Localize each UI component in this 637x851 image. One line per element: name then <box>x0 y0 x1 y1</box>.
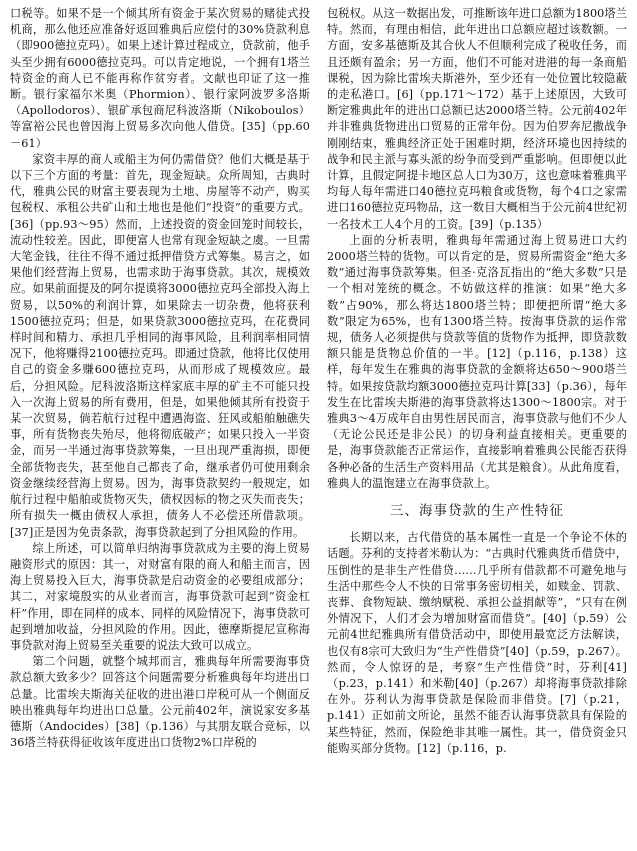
left-paragraph-2: 家资丰厚的商人或船主为何仍需借贷？他们大概是基于以下三个方面的考量：首先，现金短缺。众所周知，古典时代，雅典公民的财富主要表现为土地、房屋等不动产，购买包税权、承租公共矿山和土地也是他们“投资”的重要方式。[36]（pp.93～95）然而，上述投资的资金回笼时间较长，流动性较差。因此，即便富人也常有现金短缺之虞。一旦需大笔金钱，往往不得不通过抵押借贷方式筹集。易言之，如果他们经营海上贸易，也需求助于海事贷款。其次，规模效应。如果前面提及的阿尔提谟将3000德拉克玛全部投入海上贸易，以50%的利润计算，如果除去一切杂费，他将获利1500德拉克玛；但是，如果贷款3000德拉克玛，在花费同样时间和精力、承担几乎相同的海事风险，且利润率相同情况下，他将赚得2100德拉克玛。即通过贷款，他将比仅使用自己的资金多赚600德拉克玛，从而形成了规模效应。最后，分担风险。尼科波洛斯这样家底丰厚的矿主不可能只投入一次海上贸易的所有费用，但是，如果他倾其所有投资于某一次贸易，倘若航行过程中遭遇海盗、狂风或船舶触礁失事，所有货物丧失殆尽，他将彻底破产；如果只投入一半资金，而另一半通过海事贷款筹集，一旦出现严重海损，即便全部货物丧失，甚至他自己都丧了命，继承者仍可使用剩余资金继续经营海上贸易。因为，海事贷款契约一般规定，如航行过程中船舶或货物灭失，债权因标的物之灭失而丧失；所有损失一概由债权人承担，债务人不必偿还所借款项。[37]正是因为免责条款，海事贷款起到了分担风险的作用。 <box>10 152 310 539</box>
right-paragraph-3: 长期以来，古代借贷的基本属性一直是一个争论不休的话题。芬利的支持者米勒认为：“古典时代雅典货币借贷中，压倒性的是非生产性借贷……几乎所有借款都不可避免地与生活中那些令人不快的日常事务密切相关，如赎金、罚款、丧葬、食物短缺、缴纳赋税、承担公益捐献等”，“只有在例外情况下，人们才会为增加财富而借贷”。[40]（p.59）公元前4世纪雅典所有借贷活动中，即使用最宽泛方法解读，也仅有8宗可大致归为“生产性借贷”[40]（p.59，p.267）。然而，令人惊讶的是，考察“生产性借贷”时，芬利[41]（p.23，p.141）和米勒[40]（p.267）却将海事贷款排除在外。芬利认为海事贷款是保险而非借贷。[7]（p.21，p.141）正如前文所论，虽然不能否认海事贷款具有保险的某些特征，然而，保险绝非其唯一属性。其一，借贷资金只能购买部分货物。[12]（p.116，p. <box>327 531 627 755</box>
left-paragraph-4: 第二个问题，就整个城邦而言，雅典每年所需要海事贷款总额大致多少？回答这个问题需要分析雅典每年均进出口总量。比雷埃夫斯海关征收的进出港口岸税可从一个侧面反映出雅典每年均进出口总量。公元前402年，演说家安多基德斯（Andocides）[38]（p.136）与其朋友联合竞标，以36塔兰特获得征收该年度进出口货物2%口岸税的 <box>10 655 310 750</box>
section-heading: 三、海事贷款的生产性特征 <box>390 503 564 520</box>
left-paragraph-1: 口税等。如果不是一个倾其所有资金于某次贸易的赌徒式投机商，那么他还应准备好返回雅典后应偿付的30%贷款利息（即900德拉克玛）。如果上述计算过程成立，贷款前，他手头至少拥有6000德拉克玛。可以肯定地说，一个拥有1塔兰特资金的商人已不能再称作贫穷者。文献也印证了这一推断。银行家福尔米奥（Phormion）、银行家阿波罗多洛斯（Apollodoros）、银矿承包商尼科波洛斯（Nikoboulos）等富裕公民也曾因海上贸易多次向他人借贷。[35]（pp.60－61） <box>10 7 310 150</box>
right-column <box>327 6 627 846</box>
right-paragraph-1: 包税权。从这一数据出发，可推断该年进口总额为1800塔兰特。然而，有理由相信，此年进出口总额应超过该数额。一方面，安多基德斯及其合伙人不但顺利完成了税收任务，而且还颇有盈余；另一方面，他们不可能对进港的每一条商船课税，因为除比雷埃夫斯港外，至少还有一处位置比较隐蔽的走私港口。[6]（pp.171～172）基于上述原因，大致可断定雅典此年的进出口总额已达2000塔兰特。公元前402年并非雅典货物进出口贸易的正常年份。因为伯罗奔尼撒战争刚刚结束，雅典经济正处于困难时期，经济环境也因持续的战争和民主派与寡头派的纷争而受到严重影响。但即便以此计算，且假定阿提卡地区总人口为30万，这也意味着雅典平均每人每年需进口40德拉克玛粮食或货物，每个4口之家需进口160德拉克玛物品，这一数目大概相当于公元前4世纪初一名技术工人4个月的工资。[39]（p.135） <box>327 7 627 231</box>
left-paragraph-3: 综上所述，可以简单归纳海事贷款成为主要的海上贸易融资形式的原因：其一，对财富有限的商人和船主而言，因海上贸易投入巨大，海事贷款是启动资金的必要组成部分；其二，对家境殷实的从业者而言，海事贷款可起到“资金杠杆”作用，即在同样的成本、同样的风险情况下，海事贷款可起到增加收益，分担风险的作用。因此，德摩斯提尼宣称海事贷款对海上贸易至关重要的说法大致可以成立。 <box>10 541 310 652</box>
document-page <box>10 6 627 846</box>
right-paragraph-2: 上面的分析表明，雅典每年需通过海上贸易进口大约2000塔兰特的货物。可以肯定的是，贸易所需资金“绝大多数”通过海事贷款筹集。但圣·克洛瓦指出的“绝大多数”只是一个相对笼统的概念。不妨做这样的推演：如果“绝大多数”占90%，那么将达1800塔兰特；即便把所谓“绝大多数”限定为65%，也有1300塔兰特。按海事贷款的运作常规，债务人必须提供与贷款等值的货物作为抵押，即贷款数额只能是货物总价值的一半。[12]（p.116，p.138）这样，每年发生在雅典的海事贷款的金额将达650～900塔兰特。如果按贷款均额3000德拉克玛计算[33]（p.36），每年发生在比雷埃夫斯港的海事贷款将达1300～1800宗。对于雅典3～4万成年自由男性居民而言，海事贷款与他们不少人（无论公民还是非公民）的切身利益直接相关。更重要的是，海事贷款能否正常运作，直接影响着雅典公民能否获得各种必备的生活生产资料用品（尤其是粮食）。从此角度看，雅典人的温饱建立在海事贷款上。 <box>327 233 627 490</box>
left-column <box>10 6 310 846</box>
